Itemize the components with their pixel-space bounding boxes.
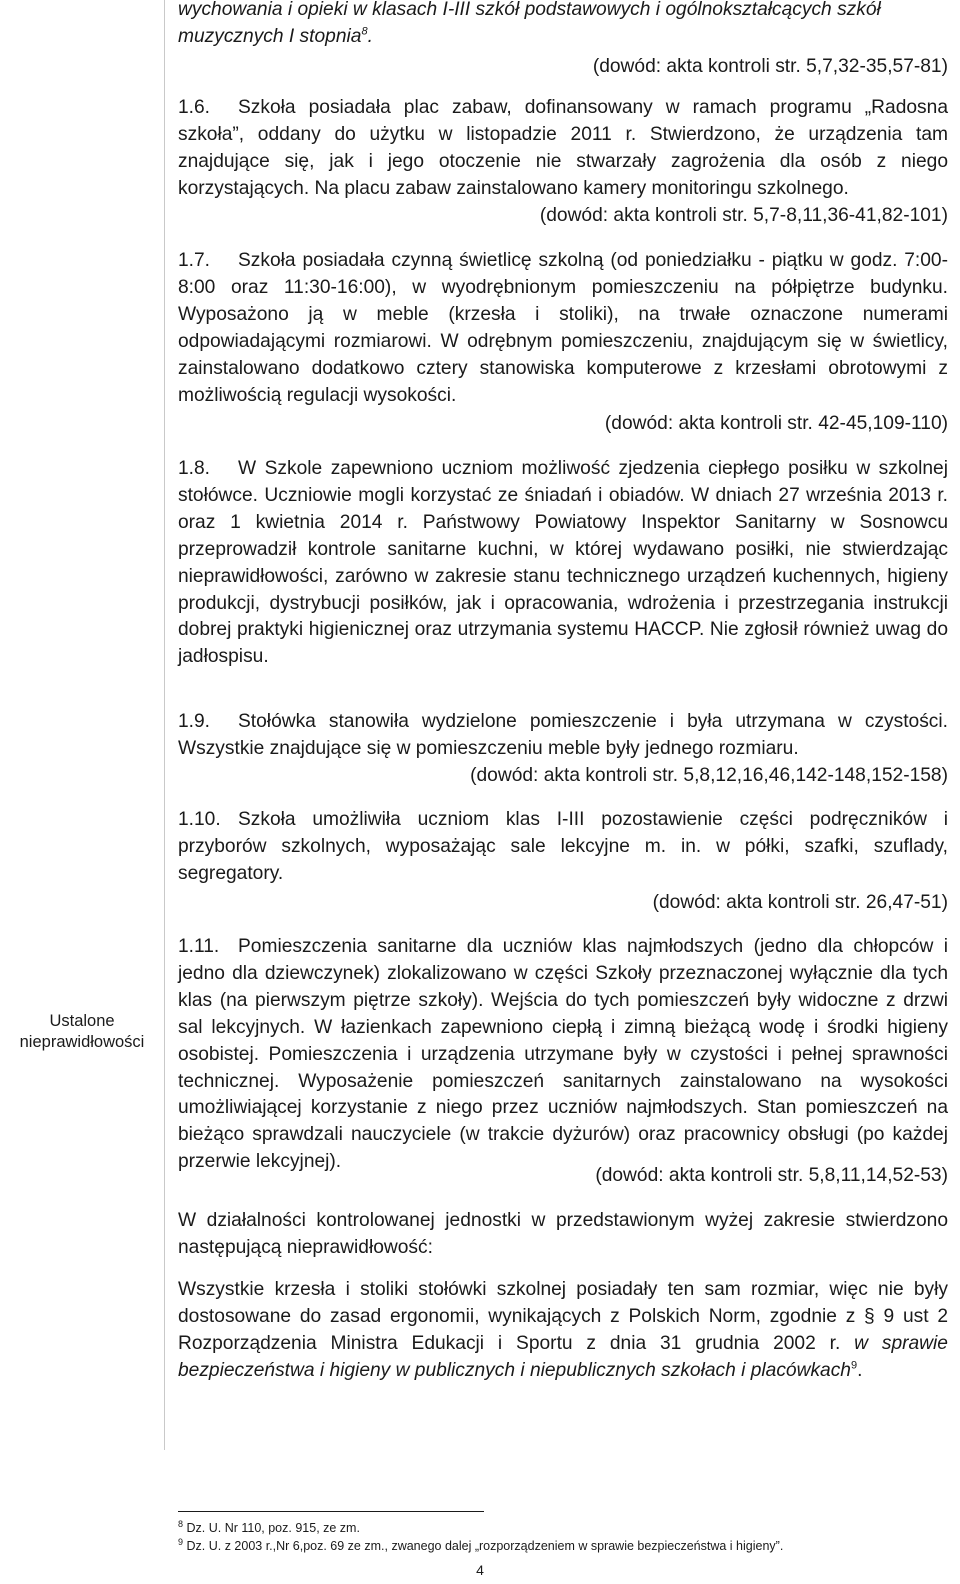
section-text: Szkoła posiadała plac zabaw, dofinansowany w ramach programu „Radosna szkoła”, oddany do użytku w listopadzie 2011 r. Stwierdzono, że urządzenia tam znajdujące się, jak i jego otoczenie nie stwarzały zagrożenia dla osób z niego korzystających. Na placu zabaw zainstalowano kamery monitoringu szkolnego.	[178, 97, 948, 199]
evidence-1-9: (dowód: akta kontroli str. 5,8,12,16,46,142-148,152-158)	[470, 765, 948, 786]
footnote-8	[178, 1520, 948, 1536]
finding-end: .	[857, 1359, 863, 1381]
margin-column	[0, 0, 165, 1450]
top-line2-end: .	[367, 25, 373, 47]
page-number: 4	[476, 1562, 484, 1578]
evidence-top: (dowód: akta kontroli str. 5,7,32-35,57-81)	[592, 56, 948, 77]
side-label-line1: Ustalone	[49, 1012, 115, 1030]
footnote-ref-9[interactable]: 9	[850, 1359, 858, 1372]
section-1-9	[178, 709, 948, 763]
section-1-8	[178, 456, 948, 671]
top-line2: muzycznych I stopnia	[178, 25, 362, 47]
section-number: 1.7.	[178, 250, 211, 271]
section-1-7	[178, 248, 948, 409]
top-line1: wychowania i opieki w klasach I-III szkół podstawowych i ogólnokształcących szkół	[178, 0, 881, 20]
section-number: 1.10.	[178, 809, 221, 830]
evidence-1-11: (dowód: akta kontroli str. 5,8,11,14,52-53)	[595, 1165, 948, 1186]
findings-side-label	[0, 1011, 164, 1053]
section-text: Szkoła posiadała czynną świetlicę szkolną (od poniedziałku - piątku w godz. 7:00-8:00 oraz 11:30-16:00), w wyodrębnionym pomieszczeniu na półpiętrze budynku. Wyposażono ją w meble (krzesła i stoliki), na trwałe oznaczone numerami odpowiadającymi rozmiarowi. W odrębnym pomieszczeniu, znajdującym się w świetlicy, zainstalowano dodatkowo cztery stanowiska komputerowe z krzesłami obrotowymi z możliwością regulacji wysokości.	[178, 250, 948, 406]
footnote-9	[178, 1538, 948, 1554]
evidence-1-6: (dowód: akta kontroli str. 5,7-8,11,36-41,82-101)	[539, 205, 948, 226]
footnote-number: 9	[178, 1536, 184, 1547]
footnote-separator	[178, 1511, 484, 1512]
section-text: Pomieszczenia sanitarne dla uczniów klas najmłodszych (jedno dla chłopców i jedno dla dziewczynek) zlokalizowano w części Szkoły przeznaczonej wyłącznie dla tych klas (na pierwszym piętrze szkoły). Wejścia do tych pomieszczeń były widoczne z drzwi sal lekcyjnych. W łazienkach zapewniono ciepłą i zimną bieżącą wodę i środki higieny osobistej. Pomieszczenia i urządzenia utrzymane były w czystości i pełnej sprawności technicznej. Wyposażenie pomieszczeń sanitarnych zainstalowano na wysokości umożliwiającej korzystanie z niego przez uczniów najmłodszych. Stan pomieszczeń na bieżąco sprawdzali nauczyciele (w trakcie dyżurów) oraz pracownicy obsługi (po każdej przerwie lekcyjnej).	[178, 936, 948, 1173]
finding-regulation-title: w sprawie bezpieczeństwa i higieny w publicznych i niepublicznych szkołach i placówkach	[178, 1332, 948, 1381]
section-text: Stołówka stanowiła wydzielone pomieszczenie i była utrzymana w czystości. Wszystkie znajdujące się w pomieszczeniu meble były jednego rozmiaru.	[178, 711, 948, 759]
footnote-ref-8[interactable]: 8	[361, 25, 368, 38]
section-number: 1.9.	[178, 711, 211, 732]
footnote-number: 8	[178, 1518, 184, 1529]
finding-body: Wszystkie krzesła i stoliki stołówki szkolnej posiadały ten sam rozmiar, więc nie były dostosowane do zasad ergonomii, wynikających z Polskich Norm, zgodnie z § 9 ust 2 Rozporządzenia Ministra Edukacji i Sportu z dnia 31 grudnia 2002 r.	[178, 1279, 948, 1354]
section-number: 1.6.	[178, 97, 211, 118]
finding-intro: W działalności kontrolowanej jednostki w przedstawionym wyżej zakresie stwierdzono następującą nieprawidłowość:	[178, 1210, 948, 1258]
section-1-6	[178, 95, 948, 203]
side-label-line2: nieprawidłowości	[19, 1033, 145, 1051]
top-continuation	[178, 0, 948, 51]
section-1-10	[178, 807, 948, 888]
section-text: W Szkole zapewniono uczniom możliwość zjedzenia ciepłego posiłku w szkolnej stołówce. Uczniowie mogli korzystać ze śniadań i obiadów. W dniach 27 września 2013 r. oraz 1 kwietnia 2014 r. Państwowy Powiatowy Inspektor Sanitarny w Sosnowcu przeprowadził kontrole sanitarne kuchni, w której wydawano posiłki, nie stwierdzając nieprawidłowości, zarówno w zakresie stanu technicznego urządzeń kuchennych, higieny produkcji, dystrybucji posiłków, jak i opracowania, wdrożenia i przestrzegania instrukcji dobrej praktyki higienicznej oraz utrzymania systemu HACCP. Nie zgłosił również uwag do jadłospisu.	[178, 458, 948, 668]
evidence-1-7: (dowód: akta kontroli str. 42-45,109-110)	[604, 413, 948, 434]
section-number: 1.8.	[178, 458, 211, 479]
footnote-text: Dz. U. Nr 110, poz. 915, ze zm.	[186, 1521, 360, 1535]
section-1-11	[178, 934, 948, 1176]
section-number: 1.11.	[178, 936, 220, 957]
section-text: Szkoła umożliwiła uczniom klas I-III pozostawienie części podręczników i przyborów szkolnych, wyposażając sale lekcyjne m. in. w półki, szafki, szuflady, segregatory.	[178, 809, 948, 884]
evidence-1-10: (dowód: akta kontroli str. 26,47-51)	[652, 892, 948, 913]
footnote-text: Dz. U. z 2003 r.,Nr 6,poz. 69 ze zm., zwanego dalej „rozporządzeniem w sprawie bezpieczeństwa i higieny”.	[186, 1539, 784, 1553]
finding-text	[178, 1277, 948, 1385]
